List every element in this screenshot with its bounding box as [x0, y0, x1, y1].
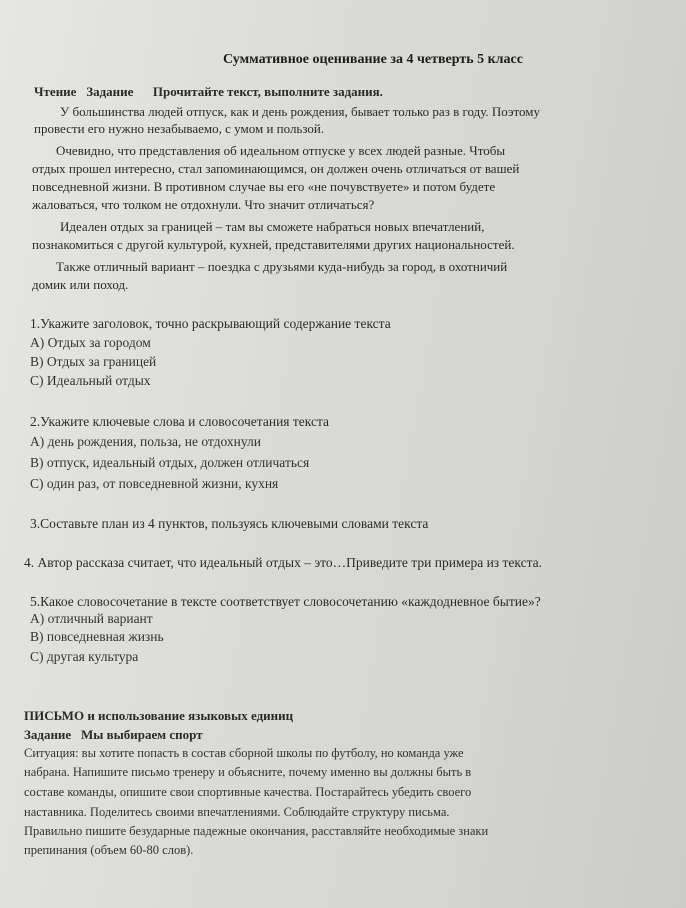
- writing-line: Ситуация: вы хотите попасть в состав сборной школы по футболу, но команда уже: [24, 746, 464, 760]
- question-1: 1.Укажите заголовок, точно раскрывающий содержание текста: [30, 316, 391, 331]
- question-2: 2.Укажите ключевые слова и словосочетания текста: [30, 414, 330, 429]
- reading-line: Очевидно, что представления об идеальном отпуске у всех людей разные. Чтобы: [56, 143, 506, 158]
- writing-line: набрана. Напишите письмо тренеру и объясните, почему именно вы должны быть в: [24, 765, 472, 779]
- writing-line: препинания (объем 60-80 слов).: [24, 843, 194, 857]
- question-1-option-c: С) Идеальный отдых: [30, 373, 151, 388]
- question-1-option-a: А) Отдых за городом: [30, 335, 151, 350]
- reading-line: провести его нужно незабываемо, с умом и пользой.: [34, 121, 325, 136]
- question-3: 3.Составьте план из 4 пунктов, пользуясь ключевыми словами текста: [30, 516, 429, 531]
- reading-line: У большинства людей отпуск, как и день рождения, бывает только раз в году. Поэтому: [60, 104, 541, 119]
- reading-line: познакомиться с другой культурой, кухней, представителями других национальностей.: [32, 237, 515, 252]
- reading-line: жаловаться, что толком не отдохнули. Что значит отличаться?: [32, 197, 375, 212]
- reading-line: повседневной жизни. В противном случае вы его «не почувствуете» и потом будете: [32, 179, 496, 194]
- reading-line: Также отличный вариант – поездка с друзьями куда-нибудь за город, в охотничий: [56, 259, 508, 274]
- question-5-option-a: А) отличный вариант: [30, 611, 153, 626]
- question-5-option-b: В) повседневная жизнь: [30, 629, 164, 644]
- writing-line: Правильно пишите безударные падежные окончания, расставляйте необходимые знаки: [24, 824, 489, 838]
- question-2-option-a: А) день рождения, польза, не отдохнули: [30, 434, 262, 449]
- reading-line: отдых прошел интересно, стал запоминающимся, он должен очень отличаться от вашей: [32, 161, 520, 176]
- reading-section-label: Чтение: [34, 84, 77, 99]
- page-title: Суммативное оценивание за 4 четверть 5 класс: [223, 52, 523, 67]
- question-5-option-c: С) другая культура: [30, 649, 139, 664]
- question-2-option-b: В) отпуск, идеальный отдых, должен отличаться: [30, 455, 310, 470]
- reading-line: Идеален отдых за границей – там вы сможете набраться новых впечатлений,: [60, 219, 485, 234]
- writing-task-header: [24, 727, 203, 743]
- reading-header: [34, 84, 383, 100]
- question-1-option-b: В) Отдых за границей: [30, 354, 157, 369]
- question-4: 4. Автор рассказа считает, что идеальный отдых – это…Приведите три примера из текста.: [24, 555, 543, 570]
- writing-heading: ПИСЬМО и использование языковых единиц: [24, 708, 294, 723]
- writing-task-text: Мы выбираем спорт: [80, 727, 203, 742]
- question-5: 5.Какое словосочетание в тексте соответствует словосочетанию «каждодневное бытие»?: [30, 594, 541, 609]
- question-2-option-c: С) один раз, от повседневной жизни, кухня: [30, 476, 279, 491]
- reading-task-label: Задание: [86, 84, 134, 99]
- writing-line: наставника. Поделитесь своими впечатлениями. Соблюдайте структуру письма.: [24, 805, 450, 819]
- reading-task-text: Прочитайте текст, выполните задания.: [152, 84, 383, 99]
- writing-task-label: Задание: [24, 727, 72, 742]
- reading-line: домик или поход.: [32, 277, 129, 292]
- writing-line: составе команды, опишите свои спортивные качества. Постарайтесь убедить своего: [24, 785, 472, 799]
